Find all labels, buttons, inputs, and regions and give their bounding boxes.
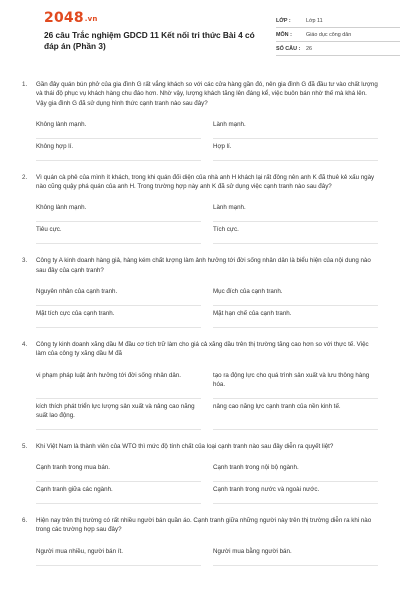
answer-option[interactable]: Lành mạnh.	[213, 200, 378, 222]
answer-options	[36, 460, 378, 504]
answer-option[interactable]: Mặt tích cực của cạnh tranh.	[36, 306, 201, 328]
answer-options	[36, 284, 378, 328]
question-6: 6. Hiện nay trên thị trường có rất nhiều người bán quần áo. Cạnh tranh giữa những người này trên thị trường diễn ra khi nào trong các trường hợp sau đây? Người mua nhiều, người bán ít. Người mua bằng người bán.	[22, 516, 378, 566]
answer-option[interactable]: Lành mạnh.	[213, 117, 378, 139]
answer-option[interactable]: Không lành mạnh.	[36, 200, 201, 222]
question-4: 4. Công ty kinh doanh xăng dầu M đầu cơ tích trữ làm cho giá cả xăng dầu trên thị trường tăng cao hơn so với thực tế. Việc làm của công ty xăng dầu M đã vi phạm pháp luật ảnh hưởng tới đời sống nhân dân. tạo ra động lực cho quá trình sản xuất và lưu thông hàng hóa. kích thích phát triển lực lượng sản xuất và nâng cao năng suất lao động. nâng cao năng lực cạnh tranh của nền kinh tế.	[22, 340, 378, 430]
answer-option[interactable]: Nguyên nhân của cạnh tranh.	[36, 284, 201, 306]
answer-options	[36, 200, 378, 244]
answer-options	[36, 117, 378, 161]
answer-option[interactable]: nâng cao năng lực cạnh tranh của nền kinh tế.	[213, 399, 378, 430]
document-meta	[276, 14, 400, 56]
answer-options	[36, 368, 378, 430]
answer-option[interactable]: Mục đích của cạnh tranh.	[213, 284, 378, 306]
answer-option[interactable]: Người mua nhiều, người bán ít.	[36, 544, 201, 566]
answer-option[interactable]: Tiêu cực.	[36, 222, 201, 244]
answer-options	[36, 544, 378, 566]
question-text: Hiện nay trên thị trường có rất nhiều người bán quần áo. Cạnh tranh giữa những người này trên thị trường diễn ra khi nào trong các trường hợp sau đây?	[36, 516, 372, 534]
question-2: 2. Vì quán cà phê của mình ít khách, trong khi quán đối diện của nhà anh H khách lại rất đông nên anh K đã thuê kẻ xấu ngày nào cũng quậy phá quán của anh H. Trong trường hợp này anh K đã sử dụng việc cạnh tranh nào sau đây? Không lành mạnh. Lành mạnh. Tiêu cực. Tích cực.	[22, 173, 378, 245]
answer-option[interactable]: Tích cực.	[213, 222, 378, 244]
question-text: Công ty kinh doanh xăng dầu M đầu cơ tích trữ làm cho giá cả xăng dầu trên thị trường tăng cao hơn so với thực tế. Việc làm của công ty xăng dầu M đã	[36, 341, 369, 358]
question-5: 5. Khi Việt Nam là thành viên của WTO thì mức độ tính chất của loại cạnh tranh nào sau đây diễn ra quyết liệt? Cạnh tranh trong mua bán. Cạnh tranh trong nội bộ ngành. Cạnh tranh giữa các ngành. Cạnh tranh trong nước và ngoài nước.	[22, 442, 378, 504]
answer-option[interactable]: kích thích phát triển lực lượng sản xuất và nâng cao năng suất lao động.	[36, 399, 201, 430]
question-text: Gần đây quán bún phở của gia đình G rất vắng khách so với các cửa hàng gần đó, nên gia đình G đã đầu tư vào chất lượng và thái độ phục vụ khách hàng chu đáo hơn. Nhờ vậy, lượng khách tăng lên đáng kể, việc buôn bán nhờ thế mà khá lên. Vậy gia đình G đã sử dụng hình thức cạnh tranh nào sau đây?	[36, 81, 378, 107]
meta-grade: LỚP : Lớp 11	[276, 14, 400, 28]
answer-option[interactable]: Cạnh tranh giữa các ngành.	[36, 482, 201, 504]
page-title: 26 câu Trắc nghiệm GDCD 11 Kết nối tri thức Bài 4 có đáp án (Phần 3)	[44, 30, 255, 51]
question-text: Khi Việt Nam là thành viên của WTO thì mức độ tính chất của loại cạnh tranh nào sau đây diễn ra quyết liệt?	[36, 442, 334, 450]
answer-option[interactable]: Hợp lí.	[213, 139, 378, 161]
question-text: Vì quán cà phê của mình ít khách, trong khi quán đối diện của nhà anh H khách lại rất đông nên anh K đã thuê kẻ xấu ngày nào cũng quậy phá quán của anh H. Trong trường hợp này anh K đã sử dụng việc cạnh tranh nào sau đây?	[36, 173, 375, 191]
answer-option[interactable]: Cạnh tranh trong nước và ngoài nước.	[213, 482, 378, 504]
answer-option[interactable]: vi phạm pháp luật ảnh hưởng tới đời sống nhân dân.	[36, 368, 201, 399]
meta-count: SỐ CÂU : 26	[276, 42, 400, 56]
question-3: 3. Công ty A kinh doanh hàng giả, hàng kém chất lượng làm ảnh hưởng tới đời sống nhân dân là biểu hiện của nội dung nào sau đây của cạnh tranh? Nguyên nhân của cạnh tranh. Mục đích của cạnh tranh. Mặt tích cực của cạnh tranh. Mặt hạn chế của cạnh tranh.	[22, 256, 378, 328]
question-list	[22, 80, 378, 566]
meta-subject: MÔN : Giáo dục công dân	[276, 28, 400, 42]
answer-option[interactable]: Cạnh tranh trong nội bộ ngành.	[213, 460, 378, 482]
document-header	[22, 0, 378, 66]
site-logo[interactable]: 2048.vn	[44, 10, 98, 26]
answer-option[interactable]: Không hợp lí.	[36, 139, 201, 161]
answer-option[interactable]: Mặt hạn chế của cạnh tranh.	[213, 306, 378, 328]
question-1: 1. Gần đây quán bún phở của gia đình G rất vắng khách so với các cửa hàng gần đó, nên gia đình G đã đầu tư vào chất lượng và thái độ phục vụ khách hàng chu đáo hơn. Nhờ vậy, lượng khách tăng lên đáng kể, việc buôn bán nhờ thế mà khá lên. Vậy gia đình G đã sử dụng hình thức cạnh tranh nào sau đây? Không lành mạnh. Lành mạnh. Không hợp lí. Hợp lí.	[22, 80, 378, 161]
answer-option[interactable]: Cạnh tranh trong mua bán.	[36, 460, 201, 482]
question-text: Công ty A kinh doanh hàng giả, hàng kém chất lượng làm ảnh hưởng tới đời sống nhân dân là biểu hiện của nội dung nào sau đây của cạnh tranh?	[36, 257, 371, 274]
answer-option[interactable]: tạo ra động lực cho quá trình sản xuất và lưu thông hàng hóa.	[213, 368, 378, 399]
answer-option[interactable]: Không lành mạnh.	[36, 117, 201, 139]
answer-option[interactable]: Người mua bằng người bán.	[213, 544, 378, 566]
